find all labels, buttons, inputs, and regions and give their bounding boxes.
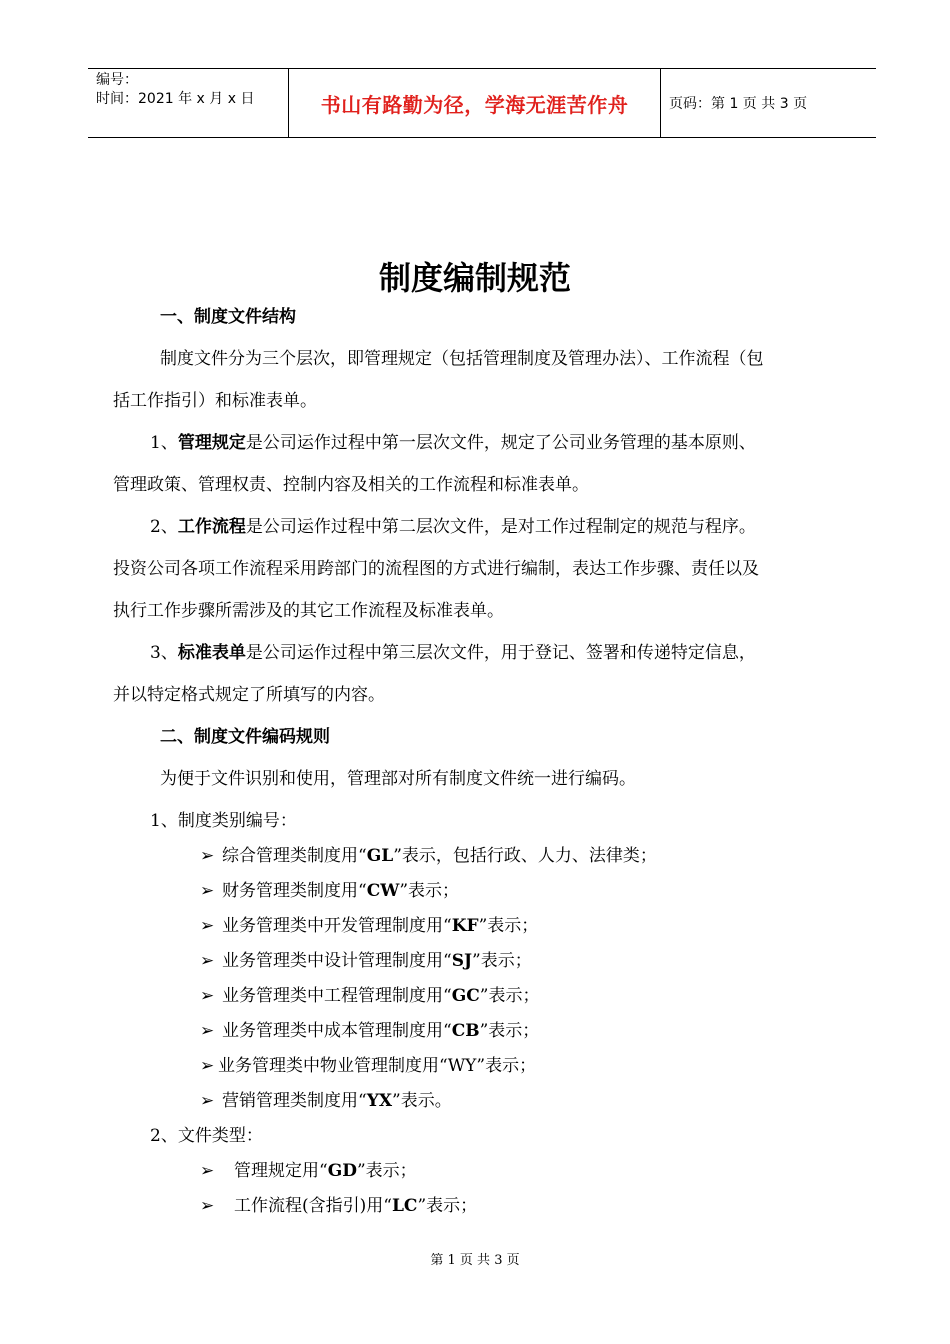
category-item: ➢ 综合管理类制度用“GL”表示，包括行政、人力、法律类；	[200, 846, 657, 866]
arrow-bullet-icon: ➢	[200, 916, 215, 936]
item-term: 管理规定	[177, 433, 246, 453]
arrow-bullet-icon: ➢	[200, 986, 215, 1006]
category-code: WY	[447, 1056, 477, 1076]
arrow-bullet-icon: ➢	[200, 951, 215, 971]
arrow-bullet-icon: ➢	[200, 1021, 215, 1041]
document-title: 制度编制规范	[378, 259, 571, 297]
section-heading-coding: 二、制度文件编码规则	[160, 727, 330, 747]
arrow-bullet-icon: ➢	[200, 1056, 215, 1076]
section-heading-structure: 一、制度文件结构	[160, 307, 296, 327]
paragraph-line: 并以特定格式规定了所填写的内容。	[113, 685, 385, 705]
paragraph-line: 执行工作步骤所需涉及的其它工作流程及标准表单。	[113, 601, 504, 621]
category-item: ➢ 业务管理类中成本管理制度用“CB”表示；	[200, 1021, 540, 1041]
arrow-bullet-icon: ➢	[200, 1161, 215, 1181]
arrow-bullet-icon: ➢	[200, 1196, 215, 1216]
list-item	[150, 512, 756, 537]
category-code: YX	[366, 1091, 393, 1111]
header-page-info: 页码：第 1 页 共 3 页	[669, 96, 808, 112]
item-text: 是公司运作过程中第三层次文件，用于登记、签署和传递特定信息，	[245, 643, 756, 663]
item-text: 是公司运作过程中第二层次文件，是对工作过程制定的规范与程序。	[245, 517, 756, 537]
category-code: KF	[451, 916, 479, 936]
paragraph-line: 管理政策、管理权责、控制内容及相关的工作流程和标准表单。	[113, 475, 589, 495]
paragraph-line: 为便于文件识别和使用，管理部对所有制度文件统一进行编码。	[160, 769, 636, 789]
arrow-bullet-icon: ➢	[200, 1091, 215, 1111]
sub-heading-category: 1、制度类别编号：	[150, 811, 297, 831]
arrow-bullet-icon: ➢	[200, 846, 215, 866]
page-footer: 第 1 页 共 3 页	[430, 1253, 520, 1268]
arrow-bullet-icon: ➢	[200, 881, 215, 901]
page-header	[88, 68, 876, 138]
item-number: 2、	[150, 517, 178, 537]
type-item: ➢ 管理规定用“GD”表示；	[200, 1161, 417, 1181]
category-item: ➢ 财务管理类制度用“CW”表示；	[200, 881, 460, 901]
paragraph-line: 括工作指引）和标准表单。	[113, 391, 317, 411]
category-code: CB	[451, 1021, 480, 1041]
category-item: ➢ 业务管理类中工程管理制度用“GC”表示；	[200, 986, 540, 1006]
item-term: 工作流程	[177, 517, 246, 537]
paragraph-line: 投资公司各项工作流程采用跨部门的流程图的方式进行编制，表达工作步骤、责任以及	[113, 559, 759, 579]
paragraph-line: 制度文件分为三个层次，即管理规定（包括管理制度及管理办法）、工作流程（包	[160, 349, 764, 369]
category-code: GL	[366, 846, 394, 866]
list-item	[150, 638, 756, 663]
category-item: ➢ 业务管理类中开发管理制度用“KF”表示；	[200, 916, 539, 936]
item-number: 1、	[150, 433, 178, 453]
item-number: 3、	[150, 643, 178, 663]
list-item	[150, 428, 756, 453]
type-item: ➢ 工作流程(含指引)用“LC”表示；	[200, 1196, 478, 1216]
type-code: LC	[391, 1196, 418, 1216]
item-term: 标准表单	[177, 643, 246, 663]
category-item: ➢ 营销管理类制度用“YX”表示。	[200, 1091, 452, 1111]
header-motto: 书山有路勤为径，学海无涯苦作舟	[288, 69, 661, 137]
header-meta	[88, 69, 288, 137]
category-item: ➢ 业务管理类中设计管理制度用“SJ”表示；	[200, 951, 532, 971]
type-code: GD	[327, 1161, 357, 1181]
doc-time-label: 时间：2021 年 x 月 x 日	[96, 91, 255, 107]
doc-number-label: 编号：	[96, 72, 138, 88]
category-code: GC	[451, 986, 480, 1006]
sub-heading-type: 2、文件类型：	[150, 1126, 263, 1146]
category-code: CW	[366, 881, 400, 901]
category-code: SJ	[451, 951, 473, 971]
category-item: ➢ 业务管理类中物业管理制度用“WY”表示；	[200, 1056, 537, 1076]
item-text: 是公司运作过程中第一层次文件，规定了公司业务管理的基本原则、	[245, 433, 756, 453]
